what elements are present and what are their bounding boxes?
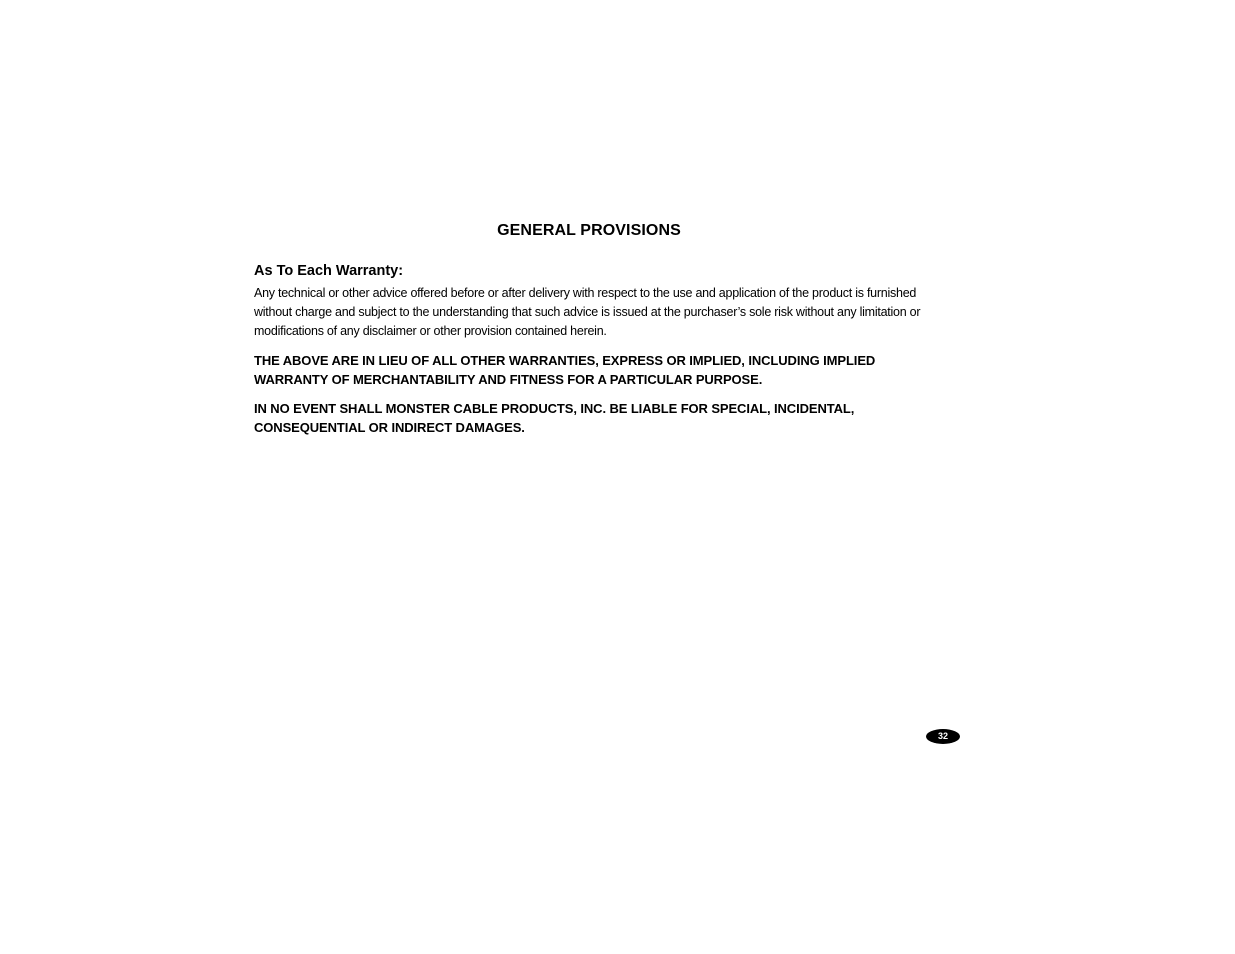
advice-paragraph: Any technical or other advice offered before or after delivery with respect to the use and application of the product is furnished without charge and subject to the understanding that such advice is issued at the purchaser’s sole risk without any limitation or modifications of any disclaimer or other provision contained herein. [254, 286, 921, 338]
document-body [254, 262, 924, 447]
damages-disclaimer: IN NO EVENT SHALL MONSTER CABLE PRODUCTS, INC. BE LIABLE FOR SPECIAL, INCIDENTAL, CONSEQUENTIAL OR INDIRECT DAMAGES. [254, 401, 855, 435]
section-heading: As To Each Warranty: [254, 263, 404, 279]
warranty-disclaimer: THE ABOVE ARE IN LIEU OF ALL OTHER WARRANTIES, EXPRESS OR IMPLIED, INCLUDING IMPLIED WARRANTY OF MERCHANTABILITY AND FITNESS FOR A PARTICULAR PURPOSE. [254, 353, 876, 387]
page-number-badge: 32 [926, 729, 960, 744]
page-title: GENERAL PROVISIONS [497, 222, 681, 239]
